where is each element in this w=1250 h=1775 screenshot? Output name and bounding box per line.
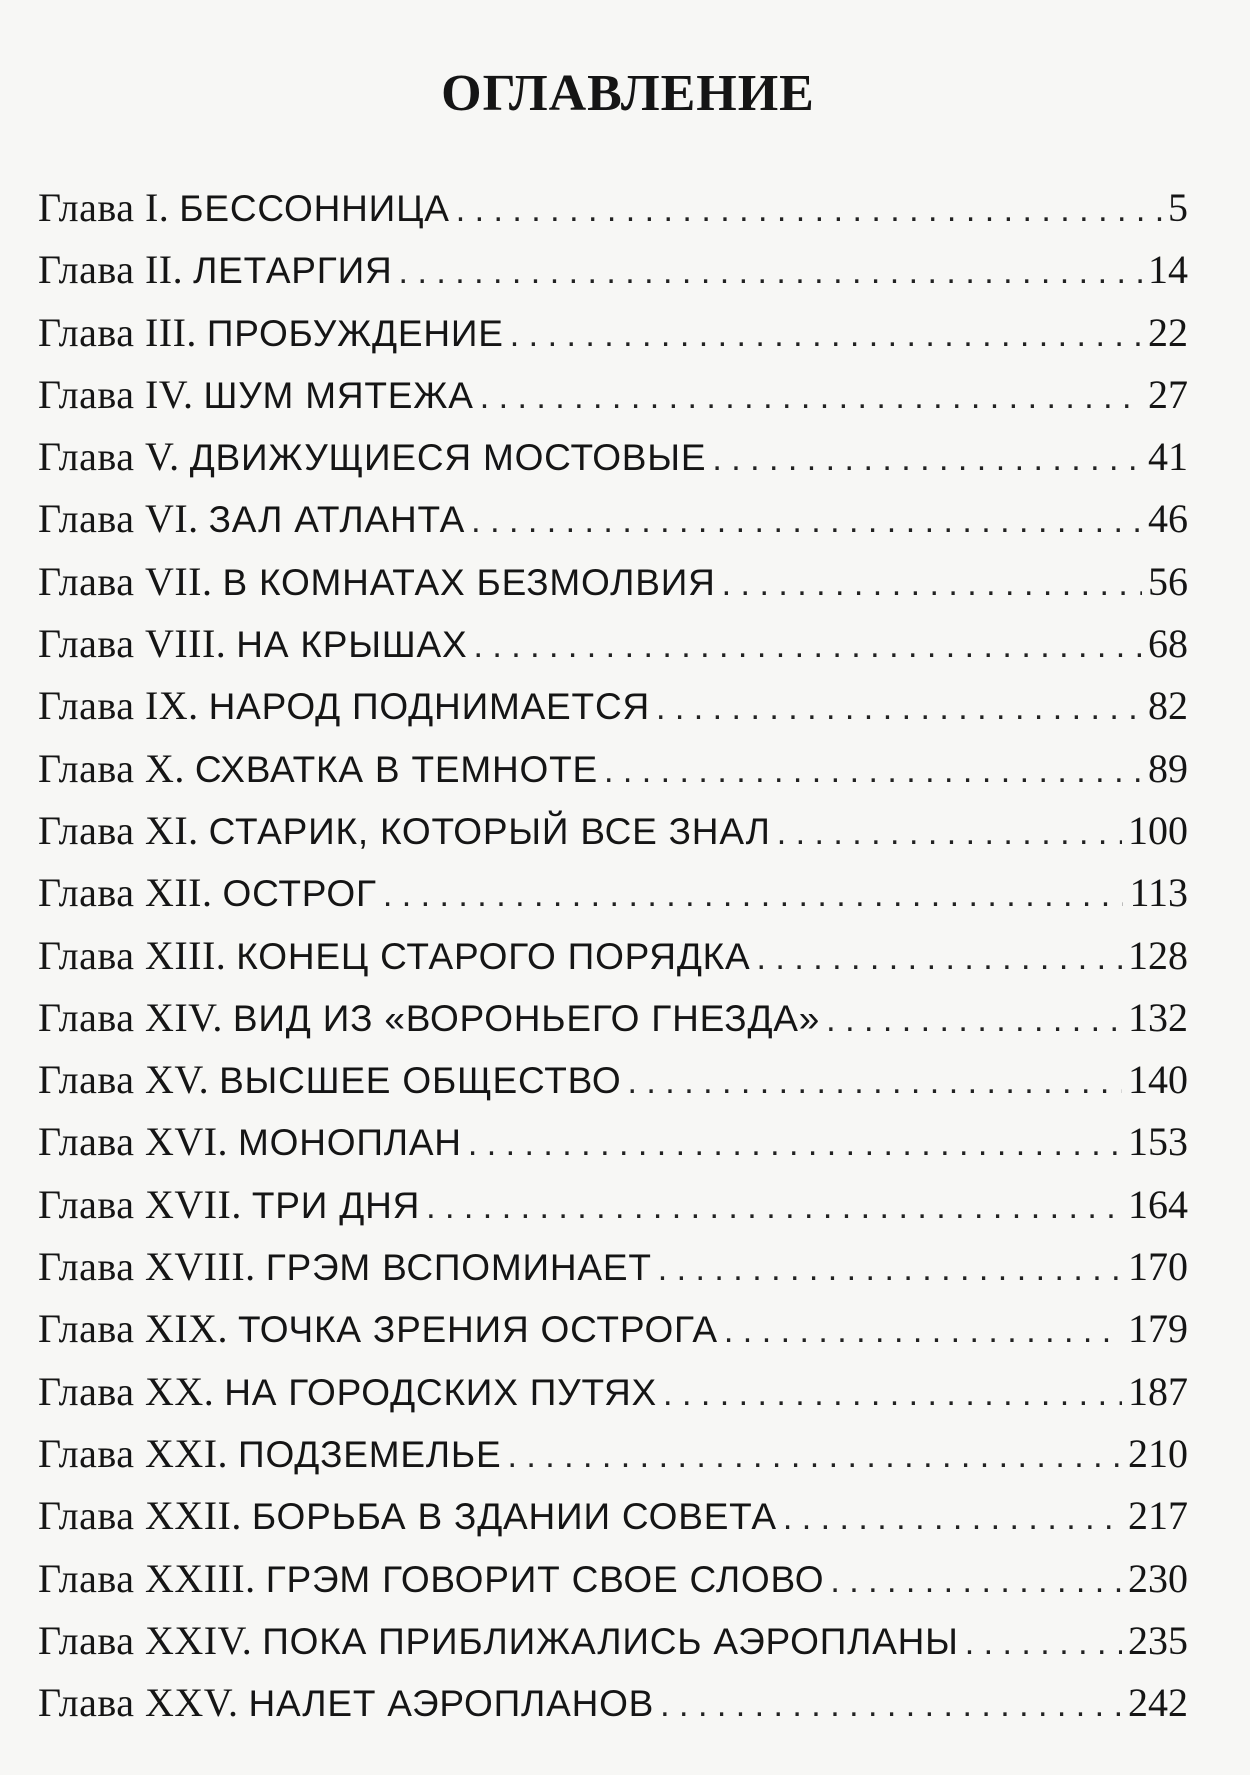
table-of-contents	[38, 177, 1188, 1734]
toc-entry	[38, 302, 1188, 364]
chapter-title: ПОДЗЕМЕЛЬЕ	[238, 1433, 502, 1475]
chapter-number: Глава XII.	[38, 870, 213, 916]
dot-leader	[510, 304, 1142, 366]
chapter-number: Глава XI.	[38, 807, 199, 853]
page-number: 41	[1148, 434, 1188, 480]
chapter-title: НА ГОРОДСКИХ ПУТЯХ	[224, 1371, 658, 1413]
dot-leader	[456, 179, 1162, 241]
chapter-title: ПОКА ПРИБЛИЖАЛИСЬ АЭРОПЛАНЫ	[262, 1620, 959, 1662]
dot-leader	[468, 1113, 1122, 1175]
chapter-number: Глава XXV.	[38, 1680, 239, 1726]
dot-leader	[628, 1051, 1122, 1113]
chapter-number: Глава VIII.	[38, 621, 227, 667]
toc-entry	[38, 426, 1188, 488]
chapter-number: Глава XV.	[38, 1057, 210, 1103]
chapter-title: ШУМ МЯТЕЖА	[203, 374, 474, 416]
toc-entry	[38, 925, 1188, 987]
toc-entry	[38, 1174, 1188, 1236]
chapter-number: Глава XVIII.	[38, 1244, 256, 1290]
page-number: 46	[1148, 496, 1188, 542]
page-number: 230	[1128, 1555, 1188, 1601]
dot-leader	[722, 553, 1142, 615]
toc-entry	[38, 613, 1188, 675]
chapter-title: НАЛЕТ АЭРОПЛАНОВ	[248, 1683, 655, 1725]
page-number: 82	[1148, 683, 1188, 729]
dot-leader	[660, 1674, 1122, 1736]
page-number: 242	[1128, 1680, 1188, 1726]
toc-entry	[38, 1298, 1188, 1360]
page-number: 5	[1168, 185, 1188, 230]
chapter-title: ЗАЛ АТЛАНТА	[208, 499, 466, 541]
chapter-number: Глава X.	[38, 745, 185, 791]
chapter-number: Глава XIV.	[38, 994, 223, 1040]
chapter-title: КОНЕЦ СТАРОГО ПОРЯДКА	[236, 935, 751, 977]
chapter-number: Глава IV.	[38, 371, 194, 417]
toc-entry	[38, 1548, 1188, 1610]
toc-entry	[38, 488, 1188, 550]
page-number: 100	[1128, 807, 1188, 853]
contents-heading: ОГЛАВЛЕНИЕ	[441, 65, 815, 122]
chapter-title: ТРИ ДНЯ	[251, 1184, 421, 1226]
chapter-title: МОНОПЛАН	[238, 1122, 462, 1164]
chapter-title: ВЫСШЕЕ ОБЩЕСТВО	[219, 1060, 622, 1102]
chapter-number: Глава XXII.	[38, 1493, 242, 1539]
chapter-title: В КОМНАТАХ БЕЗМОЛВИЯ	[222, 561, 716, 603]
toc-entry	[38, 800, 1188, 862]
dot-leader	[783, 1487, 1122, 1549]
page-number: 170	[1128, 1244, 1188, 1290]
chapter-number: Глава I.	[38, 185, 170, 230]
dot-leader	[604, 740, 1142, 802]
toc-entry	[38, 1672, 1188, 1734]
toc-entry	[38, 1423, 1188, 1485]
dot-leader	[826, 989, 1122, 1051]
chapter-number: Глава IX.	[38, 683, 199, 729]
page-number: 27	[1148, 371, 1188, 417]
dot-leader	[658, 1238, 1122, 1300]
chapter-number: Глава XVI.	[38, 1119, 229, 1165]
chapter-number: Глава XIII.	[38, 932, 227, 978]
dot-leader	[777, 802, 1122, 864]
page-number: 217	[1128, 1493, 1188, 1539]
chapter-title: ОСТРОГ	[222, 873, 377, 915]
chapter-title: СТАРИК, КОТОРЫЙ ВСЕ ЗНАЛ	[208, 810, 771, 852]
toc-entry	[38, 675, 1188, 737]
chapter-number: Глава VII.	[38, 558, 213, 604]
chapter-title: ВИД ИЗ «ВОРОНЬЕГО ГНЕЗДА»	[232, 997, 821, 1039]
dot-leader	[757, 927, 1122, 989]
toc-entry	[38, 1049, 1188, 1111]
dot-leader	[473, 615, 1142, 677]
page-number: 113	[1129, 870, 1188, 916]
dot-leader	[965, 1612, 1122, 1674]
toc-entry	[38, 1361, 1188, 1423]
page-number: 14	[1148, 247, 1188, 293]
page-number: 187	[1128, 1368, 1188, 1414]
chapter-number: Глава VI.	[38, 496, 199, 542]
page-number: 56	[1148, 558, 1188, 604]
dot-leader	[663, 1363, 1122, 1425]
chapter-title: БОРЬБА В ЗДАНИИ СОВЕТА	[251, 1496, 777, 1538]
dot-leader	[712, 428, 1142, 490]
chapter-title: ТОЧКА ЗРЕНИЯ ОСТРОГА	[238, 1309, 718, 1351]
page-number: 164	[1128, 1181, 1188, 1227]
page-number: 235	[1128, 1617, 1188, 1663]
dot-leader	[480, 366, 1142, 428]
dot-leader	[830, 1550, 1122, 1612]
toc-entry	[38, 862, 1188, 924]
chapter-title: НАРОД ПОДНИМАЕТСЯ	[208, 686, 650, 728]
chapter-number: Глава III.	[38, 309, 197, 355]
page-number: 128	[1128, 932, 1188, 978]
chapter-title: ДВИЖУЩИЕСЯ МОСТОВЫЕ	[189, 437, 707, 479]
chapter-title: ГРЭМ ВСПОМИНАЕТ	[265, 1247, 652, 1289]
chapter-title: НА КРЫШАХ	[236, 624, 468, 666]
toc-entry	[38, 738, 1188, 800]
page-number: 22	[1148, 309, 1188, 355]
toc-entry	[38, 364, 1188, 426]
dot-leader	[656, 677, 1142, 739]
page-number: 153	[1128, 1119, 1188, 1165]
chapter-number: Глава XXI.	[38, 1430, 229, 1476]
dot-leader	[471, 490, 1142, 552]
chapter-title: ПРОБУЖДЕНИЕ	[206, 312, 504, 354]
chapter-title: ГРЭМ ГОВОРИТ СВОЕ СЛОВО	[265, 1558, 825, 1600]
chapter-number: Глава XX.	[38, 1368, 215, 1414]
page-number: 132	[1128, 994, 1188, 1040]
chapter-title: ЛЕТАРГИЯ	[193, 250, 393, 292]
toc-entry	[38, 239, 1188, 301]
page-number: 140	[1128, 1057, 1188, 1103]
toc-entry	[38, 987, 1188, 1049]
page-number: 210	[1128, 1430, 1188, 1476]
page-number: 68	[1148, 621, 1188, 667]
dot-leader	[724, 1300, 1122, 1362]
chapter-number: Глава V.	[38, 434, 180, 480]
toc-entry	[38, 177, 1188, 239]
toc-entry	[38, 1236, 1188, 1298]
toc-entry	[38, 1485, 1188, 1547]
chapter-number: Глава XVII.	[38, 1181, 242, 1227]
dot-leader	[426, 1176, 1122, 1238]
chapter-title: БЕССОННИЦА	[179, 188, 450, 229]
dot-leader	[399, 241, 1142, 303]
toc-entry	[38, 1111, 1188, 1173]
dot-leader	[383, 864, 1124, 926]
chapter-number: Глава XXIII.	[38, 1555, 256, 1601]
page-number: 179	[1128, 1306, 1188, 1352]
dot-leader	[507, 1425, 1122, 1487]
chapter-number: Глава XXIV.	[38, 1617, 253, 1663]
chapter-number: Глава II.	[38, 247, 184, 293]
chapter-number: Глава XIX.	[38, 1306, 229, 1352]
chapter-title: СХВАТКА В ТЕМНОТЕ	[194, 748, 598, 790]
toc-entry	[38, 1610, 1188, 1672]
toc-entry	[38, 551, 1188, 613]
page-number: 89	[1148, 745, 1188, 791]
